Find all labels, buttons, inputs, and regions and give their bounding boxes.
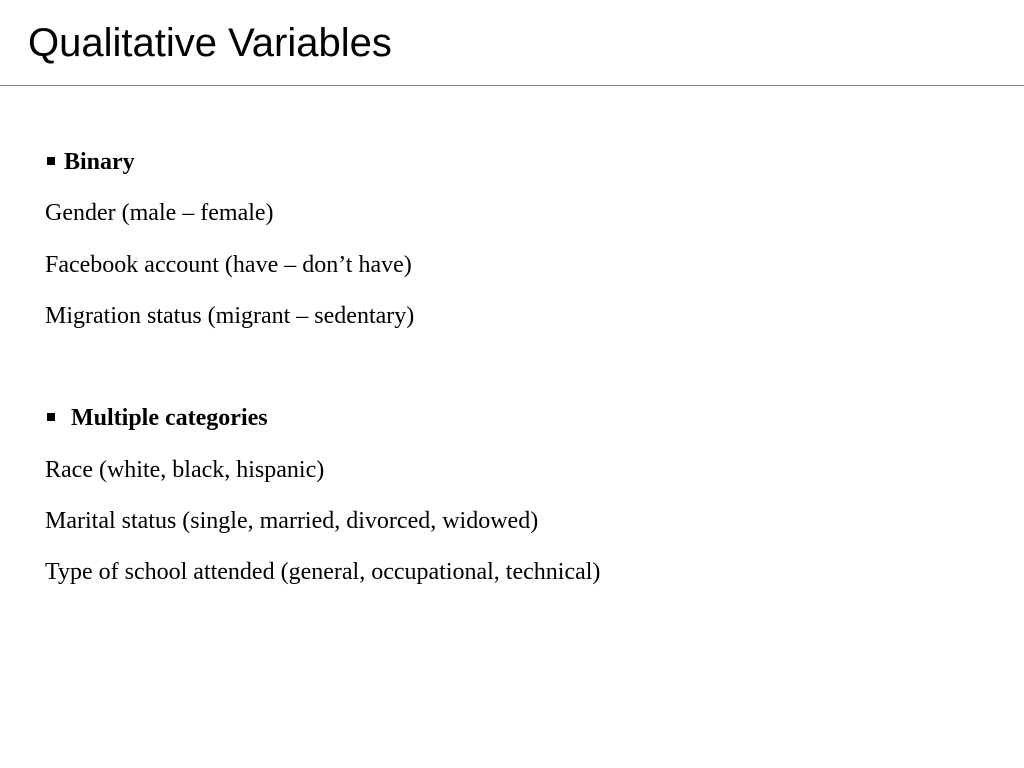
list-item: Type of school attended (general, occupational, technical) [45,559,601,586]
section-spacer [45,350,1005,401]
section-heading-binary [45,145,1005,196]
list-item: Marital status (single, married, divorced, widowed) [45,508,539,535]
square-bullet-icon [47,157,55,165]
list-item: Race (white, black, hispanic) [45,456,325,483]
square-bullet-icon [47,413,55,421]
list-item: Migration status (migrant – sedentary) [45,302,415,329]
slide-body [45,145,1005,607]
section-heading-label: Binary [64,149,135,175]
section-heading-multiple-categories [45,401,1005,452]
title-divider [0,85,1024,86]
list-item: Facebook account (have – don’t have) [45,251,412,278]
list-item: Gender (male – female) [45,200,274,227]
slide-title: Qualitative Variables [28,21,392,65]
section-heading-label: Multiple categories [71,405,268,432]
